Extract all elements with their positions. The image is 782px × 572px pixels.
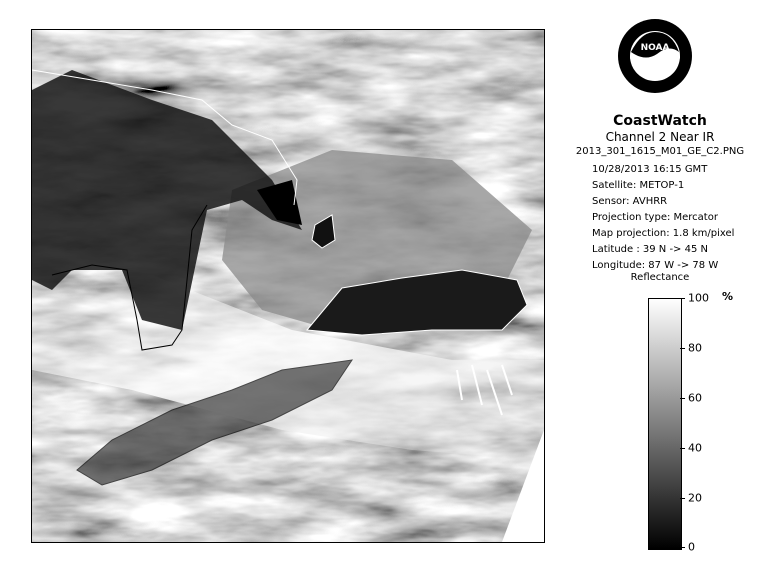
legend-units: % <box>722 290 734 303</box>
datetime: 10/28/2013 16:15 GMT <box>592 164 708 175</box>
colorbar-tick <box>680 547 685 548</box>
colorbar-tick <box>680 298 685 299</box>
projection-type-label: Projection type: Mercator <box>592 212 718 223</box>
satellite-label: Satellite: METOP-1 <box>592 180 685 191</box>
colorbar-tick <box>680 448 685 449</box>
noaa-logo <box>617 18 693 94</box>
file-name: 2013_301_1615_M01_GE_C2.PNG <box>575 146 745 157</box>
colorbar-tick-label: 0 <box>688 540 695 554</box>
legend-title: Reflectance <box>630 272 690 283</box>
sensor-label: Sensor: AVHRR <box>592 196 668 207</box>
reflectance-colorbar <box>648 298 682 550</box>
svg-text:NOAA: NOAA <box>640 43 670 53</box>
latitude-label: Latitude : 39 N -> 45 N <box>592 244 708 255</box>
colorbar-tick <box>680 398 685 399</box>
colorbar-tick-label: 40 <box>688 441 702 455</box>
longitude-label: Longitude: 87 W -> 78 W <box>592 260 719 271</box>
colorbar-tick-label: 100 <box>688 291 709 305</box>
channel-subtitle: Channel 2 Near IR <box>605 130 715 144</box>
colorbar-tick-label: 20 <box>688 491 702 505</box>
colorbar-tick-label: 60 <box>688 391 702 405</box>
satellite-image <box>31 29 545 543</box>
colorbar-tick-label: 80 <box>688 341 702 355</box>
page-title: CoastWatch <box>613 113 707 129</box>
map-projection-label: Map projection: 1.8 km/pixel <box>592 228 735 239</box>
colorbar-tick <box>680 348 685 349</box>
colorbar-tick <box>680 498 685 499</box>
